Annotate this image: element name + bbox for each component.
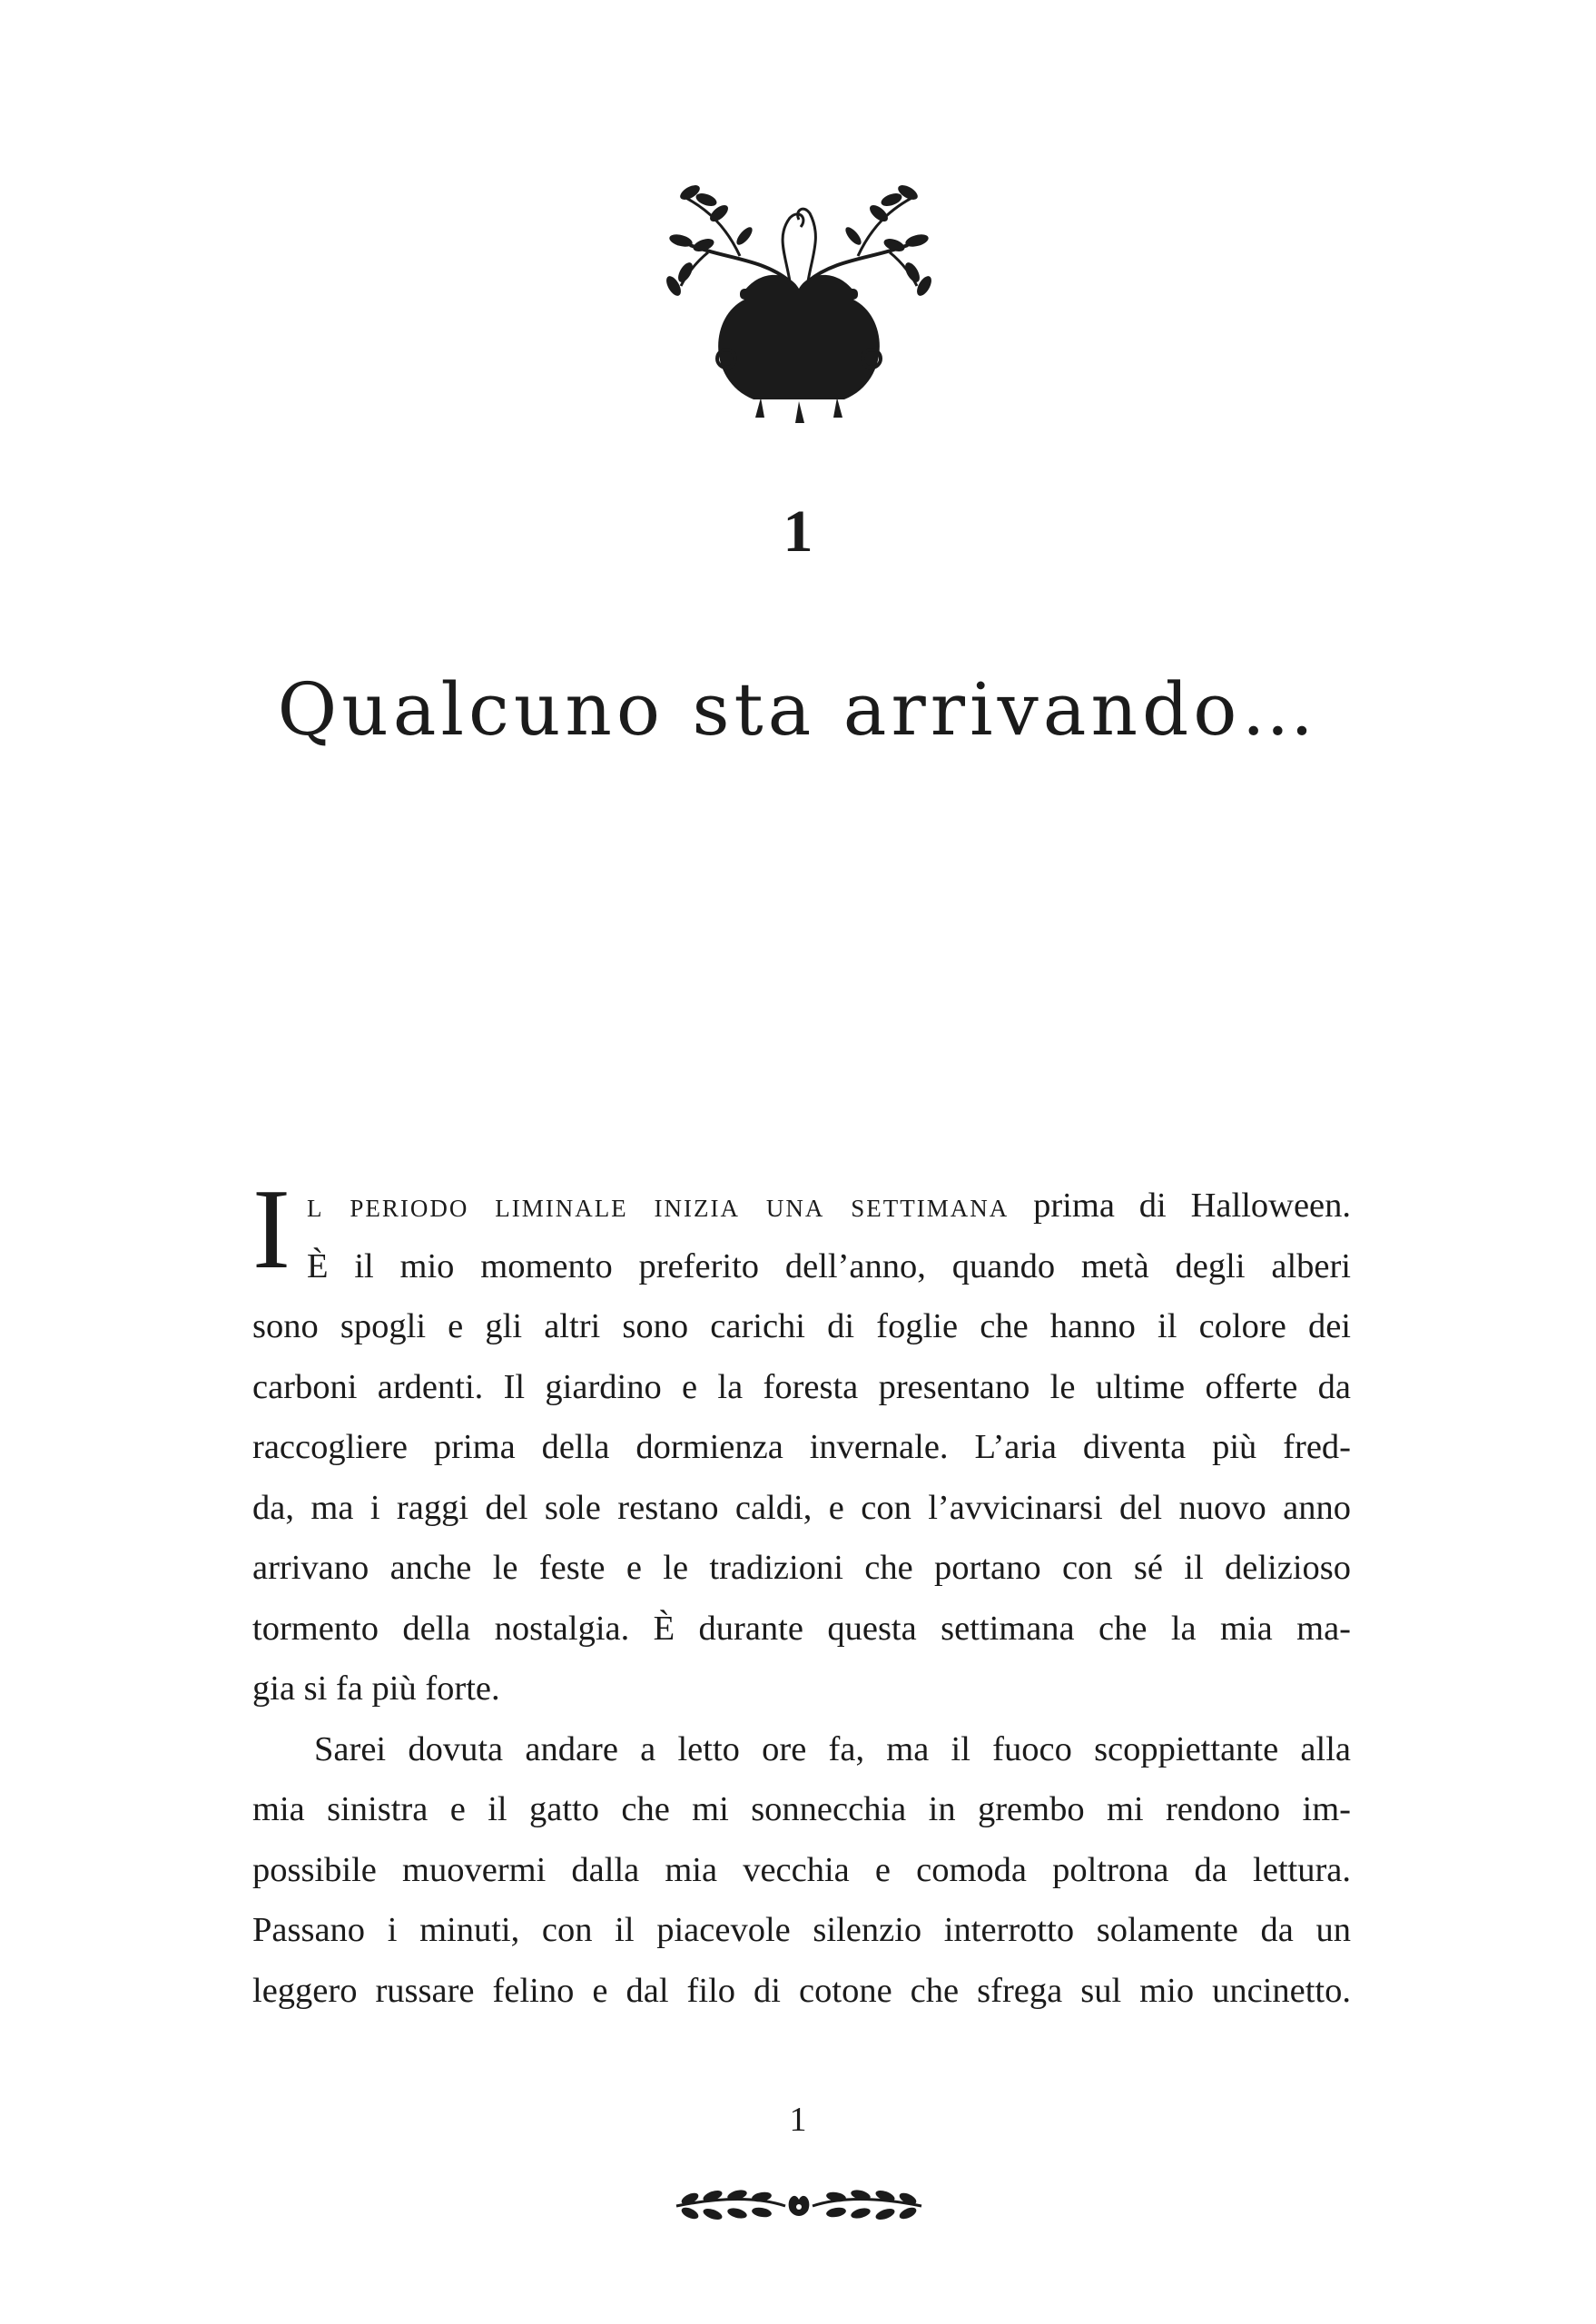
paragraph — [252, 1167, 1351, 1719]
paragraph — [252, 1719, 1351, 2022]
cauldron-icon — [654, 172, 944, 427]
text-line: raccogliere prima della dormienza invernale. L’aria diventa più fred- — [252, 1428, 1351, 1466]
text-line: leggero russare felino e dal filo di cotone che sfrega sul mio uncinetto. — [252, 1971, 1351, 2010]
chapter-title: Qualcuno sta arrivando… — [277, 667, 1319, 752]
text-line: Passano i minuti, con il piacevole silenzio interrotto solamente da un — [252, 1911, 1351, 1949]
page-number: 1 — [789, 2101, 807, 2139]
text-line: sono spogli e gli altri sono carichi di foglie che hanno il colore dei — [252, 1307, 1351, 1345]
floral-ornament-icon — [667, 2183, 931, 2229]
text-line: mia sinistra e il gatto che mi sonnecchia in grembo mi rendono im- — [252, 1790, 1351, 1828]
text-line — [252, 1176, 1351, 1236]
small-caps-lead: l periodo liminale inizia una settimana — [306, 1187, 1010, 1225]
chapter-number: 1 — [783, 498, 813, 565]
text-line: carboni ardenti. Il giardino e la foresta presentano le ultime offerte da — [252, 1367, 1351, 1406]
text-line: gia si fa più forte. — [252, 1669, 500, 1708]
text-line: possibile muovermi dalla mia vecchia e comoda poltrona da lettura. — [252, 1850, 1351, 1889]
text-line: da, ma i raggi del sole restano caldi, e con l’avvicinarsi del nuovo anno — [252, 1488, 1351, 1527]
text-line-rest: prima di Halloween. — [1033, 1187, 1351, 1225]
drop-cap: I — [252, 1167, 291, 1293]
text-line: Sarei dovuta andare a letto ore fa, ma il fuoco scoppiettante alla — [314, 1729, 1351, 1768]
text-line: arrivano anche le feste e le tradizioni che portano con sé il delizioso — [252, 1549, 1351, 1587]
text-line: È il mio momento preferito dell’anno, quando metà degli alberi — [306, 1246, 1351, 1285]
chapter-body — [252, 1167, 1351, 2021]
text-line: tormento della nostalgia. È durante questa settimana che la mia ma- — [252, 1609, 1351, 1648]
